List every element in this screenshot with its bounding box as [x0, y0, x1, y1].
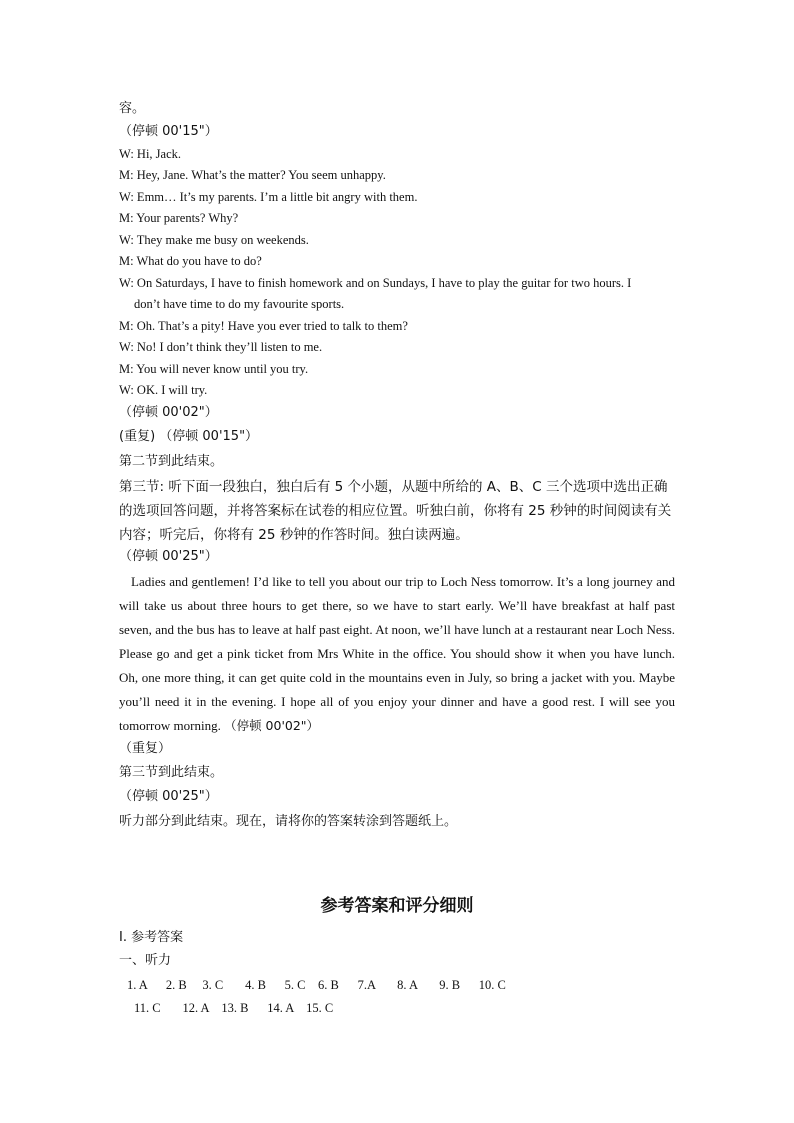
listening-label: 一、听力: [119, 953, 172, 968]
dialogue-line: W: On Saturdays, I have to finish homework and on Sundays, I have to play the guitar for two hours. I: [119, 276, 632, 290]
answer-heading: 参考答案和评分细则: [320, 896, 474, 916]
monologue-text: Ladies and gentlemen! I’d like to tell you about our trip to Loch Ness tomorrow. It’s a long journey and will take us about three hours to get there, so we have to start early. We’ll have breakfast at half past seven, and the bus has to leave at half past eight. At noon, we’ll have lunch at a restaurant near Loch Ness. Please go and get a pink ticket from Mrs White in the office. You should show it when you have lunch. Oh, one more thing, it can get quite cold in the mountains even in July, so bring a jacket with you. Maybe you’ll need it in the evening. I hope all of you enjoy your dinner and have a good rest. I will see you tomorrow morning.: [119, 574, 675, 733]
dialogue-line: M: What do you have to do?: [119, 254, 262, 268]
reference-label: I. 参考答案: [119, 930, 184, 945]
dialogue-line: M: Oh. That’s a pity! Have you ever tried to talk to them?: [119, 319, 408, 333]
repeat-pause-marker: (重复) （停顿 00'15"）: [119, 429, 259, 444]
top-fragment: 容。: [119, 101, 146, 116]
pause-marker: （停顿 00'02"）: [224, 718, 320, 733]
listening-end: 听力部分到此结束。现在，请将你的答案转涂到答题纸上。: [119, 814, 458, 829]
answer-row: 1. A 2. B 3. C 4. B 5. C 6. B 7.A 8. A 9. B 10. C: [127, 978, 506, 992]
dialogue-line: don’t have time to do my favourite sports.: [134, 297, 345, 311]
dialogue-line: M: Hey, Jane. What’s the matter? You seem unhappy.: [119, 168, 386, 182]
pause-marker: （停顿 00'25"）: [119, 549, 218, 564]
dialogue-line: W: Hi, Jack.: [119, 147, 182, 161]
answer-row: 11. C 12. A 13. B 14. A 15. C: [134, 1001, 334, 1015]
monologue-paragraph: [119, 570, 675, 738]
repeat-marker: （重复）: [119, 741, 172, 756]
dialogue-line: W: Emm… It’s my parents. I’m a little bit angry with them.: [119, 190, 418, 204]
dialogue-line: W: They make me busy on weekends.: [119, 233, 309, 247]
dialogue-line: M: Your parents? Why?: [119, 211, 239, 225]
pause-marker: （停顿 00'25"）: [119, 789, 218, 804]
dialogue-line: W: No! I don’t think they’ll listen to me.: [119, 340, 323, 354]
section3-instructions: 第三节: 听下面一段独白，独白后有 5 个小题，从题中所给的 A、B、C 三个选项中选出正确的选项回答问题，并将答案标在试卷的相应位置。听独白前，你将有 25 秒钟的时间阅读有关内容；听完后，你将有 25 秒钟的作答时间。独白读两遍。: [119, 479, 672, 543]
pause-marker: （停顿 00'02"）: [119, 405, 218, 420]
section-end: 第二节到此结束。: [119, 454, 224, 469]
dialogue-line: W: OK. I will try.: [119, 383, 208, 397]
dialogue-line: M: You will never know until you try.: [119, 362, 309, 376]
section-end: 第三节到此结束。: [119, 765, 224, 780]
pause-marker: （停顿 00'15"）: [119, 124, 218, 139]
